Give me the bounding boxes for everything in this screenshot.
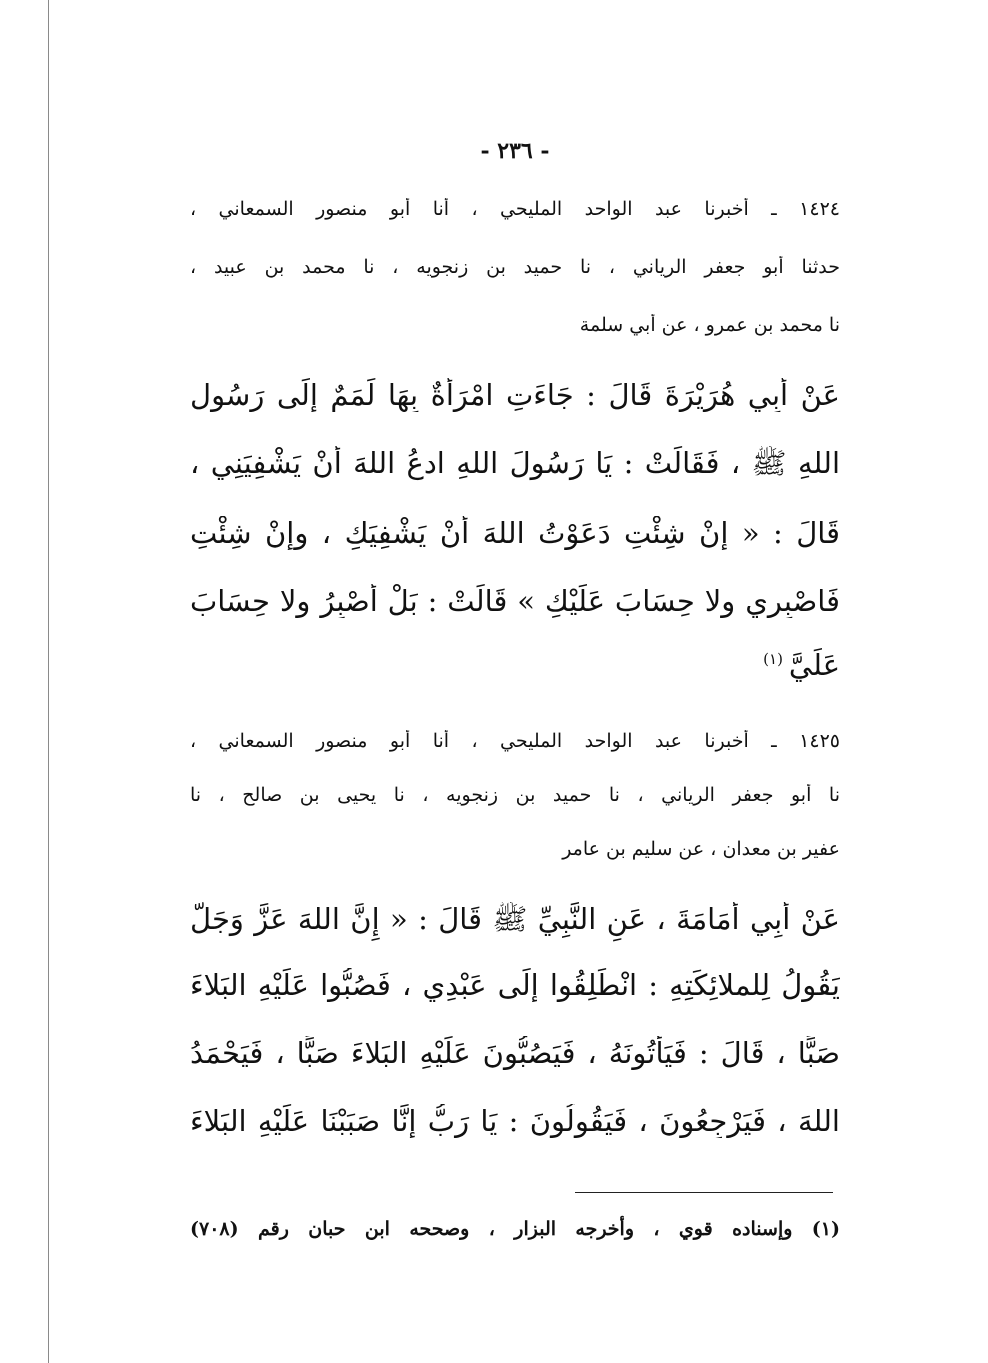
page-number: - ٢٣٦ - (480, 138, 550, 164)
matn-line: قَالَ : « إِنْ شِئْتِ دَعَوْتُ اللهَ أَنْ يَشْفِيَكِ ، وإِنْ شِئْتِ (190, 516, 840, 550)
isnad-line: نا أبو جعفر الرياني ، نا حميد بن زنجويه ، نا يحيى بن صالح ، نا (190, 784, 840, 806)
isnad-line: عفير بن معدان ، عن سليم بن عامر (562, 838, 840, 860)
matn-line: فَاصْبِرِي ولا حِسَابَ عَلَيْكِ » قَالَتْ : بَلْ أَصْبِرُ ولا حِسَابَ (190, 584, 840, 618)
matn-line: عَنْ أَبِي أُمَامَةَ ، عَنِ النَّبِيِّ ﷺ قَالَ : « إِنَّ اللهَ عَزَّ وَجَلَّ (190, 902, 840, 936)
margin-rule (48, 0, 49, 1363)
footnote: (١) وإسناده قوي ، وأخرجه البزار ، وصححه ابن حبان رقم (٧٠٨) (190, 1218, 840, 1240)
matn-line-last (190, 648, 840, 682)
isnad-line: ١٤٢٥ ـ أخبرنا عبد الواحد المليحي ، أنا أبو منصور السمعاني ، (190, 730, 840, 752)
matn-line: اللهَ ، فَيَرْجِعُونَ ، فَيَقُولُونَ : يَا رَبُّ إِنَّا صَبَبْنَا عَلَيْهِ البَلاءَ (190, 1104, 840, 1138)
matn-last-word: عَلَيَّ (788, 648, 840, 682)
isnad-line: نا محمد بن عمرو ، عن أبي سلمة (579, 314, 840, 336)
matn-line: اللهِ ﷺ ، فَقَالَتْ : يَا رَسُولَ اللهِ ادعُ اللهَ أَنْ يَشْفِيَنِي ، (190, 446, 840, 480)
footnote-reference[interactable]: (١) (763, 650, 783, 669)
matn-line: يَقُولُ لِلملائِكَتِهِ : انْطَلِقُوا إِلَى عَبْدِي ، فَصُبُّوا عَلَيْهِ البَلاءَ (190, 968, 840, 1002)
matn-line: عَنْ أَبِي هُرَيْرَةَ قَالَ : جَاءَتِ امْرَأَةٌ بِهَا لَمَمٌ إِلَى رَسُولِ (190, 378, 840, 412)
footnote-separator (575, 1192, 833, 1193)
matn-line: صَبًّا ، قَالَ : فَيَأْتُونَهُ ، فَيَصُبُّونَ عَلَيْهِ البَلاءَ صَبًّا ، فَيَحْمَدُ (190, 1036, 840, 1070)
isnad-line: ١٤٢٤ ـ أخبرنا عبد الواحد المليحي ، أنا أبو منصور السمعاني ، (190, 198, 840, 220)
book-page (190, 0, 840, 1363)
isnad-line: حدثنا أبو جعفر الرياني ، نا حميد بن زنجويه ، نا محمد بن عبيد ، (190, 256, 840, 278)
